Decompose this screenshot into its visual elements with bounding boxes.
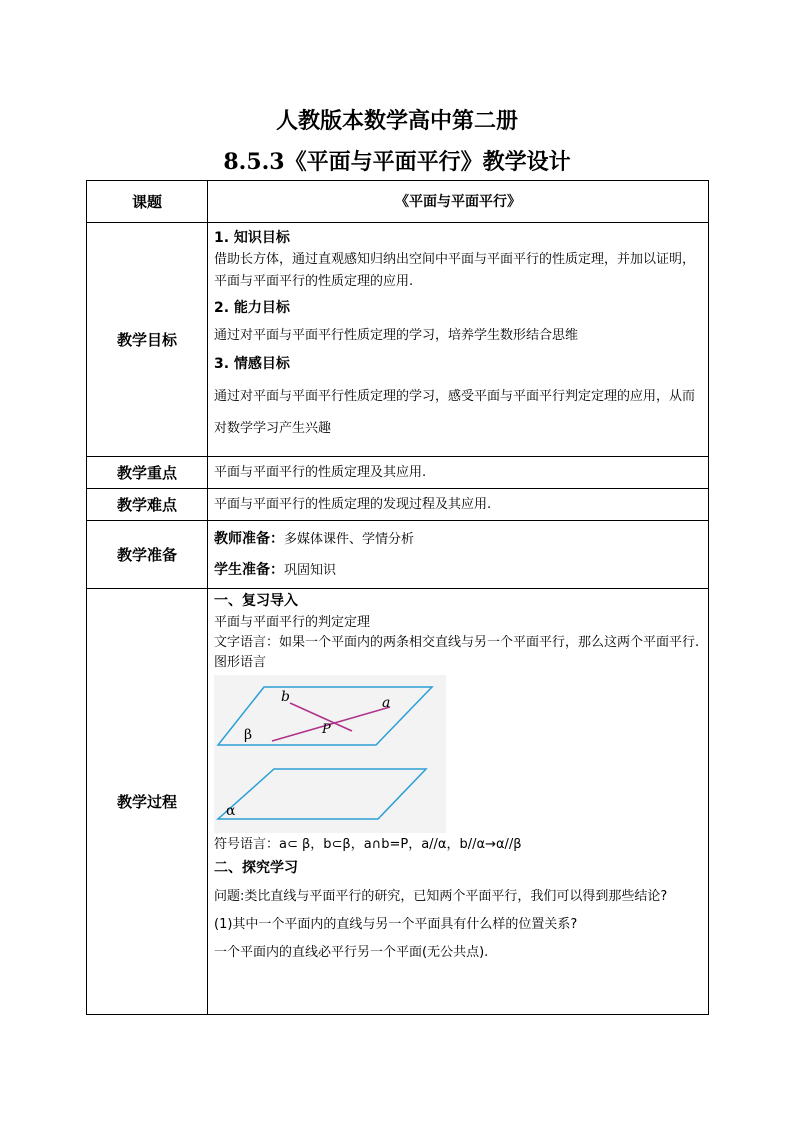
row-topic <box>87 181 709 223</box>
topic-value: 《平面与平面平行》 <box>395 193 521 210</box>
line-a <box>272 707 390 741</box>
document-subtitle: 8.5.3《平面与平面平行》教学设计 <box>223 149 571 175</box>
teacher-prep <box>214 524 702 555</box>
label-beta: β <box>244 727 253 743</box>
label-alpha: α <box>226 803 236 819</box>
lesson-plan-table <box>86 180 709 1015</box>
row-prep <box>87 521 709 589</box>
difficulties-value: 平面与平面平行的性质定理的发现过程及其应用. <box>214 496 492 512</box>
parallel-planes-diagram <box>214 675 446 833</box>
teacher-prep-label: 教师准备： <box>214 530 284 547</box>
ability-goal-text: 通过对平面与平面平行性质定理的学习，培养学生数形结合思维 <box>214 328 579 343</box>
label-difficulties: 教学难点 <box>87 489 208 521</box>
row-goals <box>87 223 709 457</box>
label-b: b <box>281 689 290 705</box>
label-prep: 教学准备 <box>87 521 208 589</box>
label-process: 教学过程 <box>87 589 208 1015</box>
parallel-planes-svg <box>214 675 446 833</box>
student-prep-label: 学生准备： <box>214 561 284 578</box>
row-difficulties <box>87 489 709 521</box>
emotion-goal-text: 通过对平面与平面平行性质定理的学习，感受平面与平面平行判定定理的应用，从而对数学学习产生兴趣 <box>214 389 696 436</box>
label-goals: 教学目标 <box>87 223 208 457</box>
goals-cell <box>208 223 709 457</box>
row-key-points <box>87 457 709 489</box>
question-1: (1)其中一个平面内的直线与另一个平面具有什么样的位置关系? <box>214 917 578 932</box>
difficulties-cell <box>208 489 709 521</box>
theorem-title: 平面与平面平行的判定定理 <box>214 615 371 630</box>
answer-1: 一个平面内的直线必平行另一个平面(无公共点). <box>214 945 489 960</box>
text-language: 文字语言：如果一个平面内的两条相交直线与另一个平面平行，那么这两个平面平行. <box>214 635 700 650</box>
student-prep-value: 巩固知识 <box>284 562 337 578</box>
explore-heading: 二、探究学习 <box>214 860 298 876</box>
label-a: a <box>382 695 391 711</box>
label-key-points: 教学重点 <box>87 457 208 489</box>
document-title: 人教版本数学高中第二册 <box>275 108 518 134</box>
key-points-value: 平面与平面平行的性质定理及其应用. <box>214 464 427 480</box>
knowledge-goal-heading: 1. 知识目标 <box>214 230 290 246</box>
emotion-goal-heading: 3. 情感目标 <box>214 356 290 372</box>
symbol-language: 符号语言：a⊂ β，b⊂β，a∩b=P，a//α，b//α→α//β <box>214 837 522 852</box>
key-points-cell <box>208 457 709 489</box>
label-topic: 课题 <box>87 181 208 223</box>
ability-goal-heading: 2. 能力目标 <box>214 300 290 316</box>
teacher-prep-value: 多媒体课件、学情分析 <box>284 531 415 547</box>
topic-cell <box>208 181 709 223</box>
student-prep <box>214 555 702 586</box>
knowledge-goal-text: 借助长方体，通过直观感知归纳出空间中平面与平面平行的性质定理，并加以证明，平面与平面平行的性质定理的应用. <box>214 252 696 289</box>
question-text: 问题:类比直线与平面平行的研究，已知两个平面平行，我们可以得到那些结论? <box>214 889 668 904</box>
prep-cell <box>208 521 709 589</box>
graphic-language: 图形语言 <box>214 655 267 670</box>
label-p: P <box>322 722 331 737</box>
process-cell <box>208 589 709 1015</box>
review-heading: 一、复习导入 <box>214 593 298 609</box>
plane-alpha <box>218 769 426 819</box>
row-process <box>87 589 709 1015</box>
